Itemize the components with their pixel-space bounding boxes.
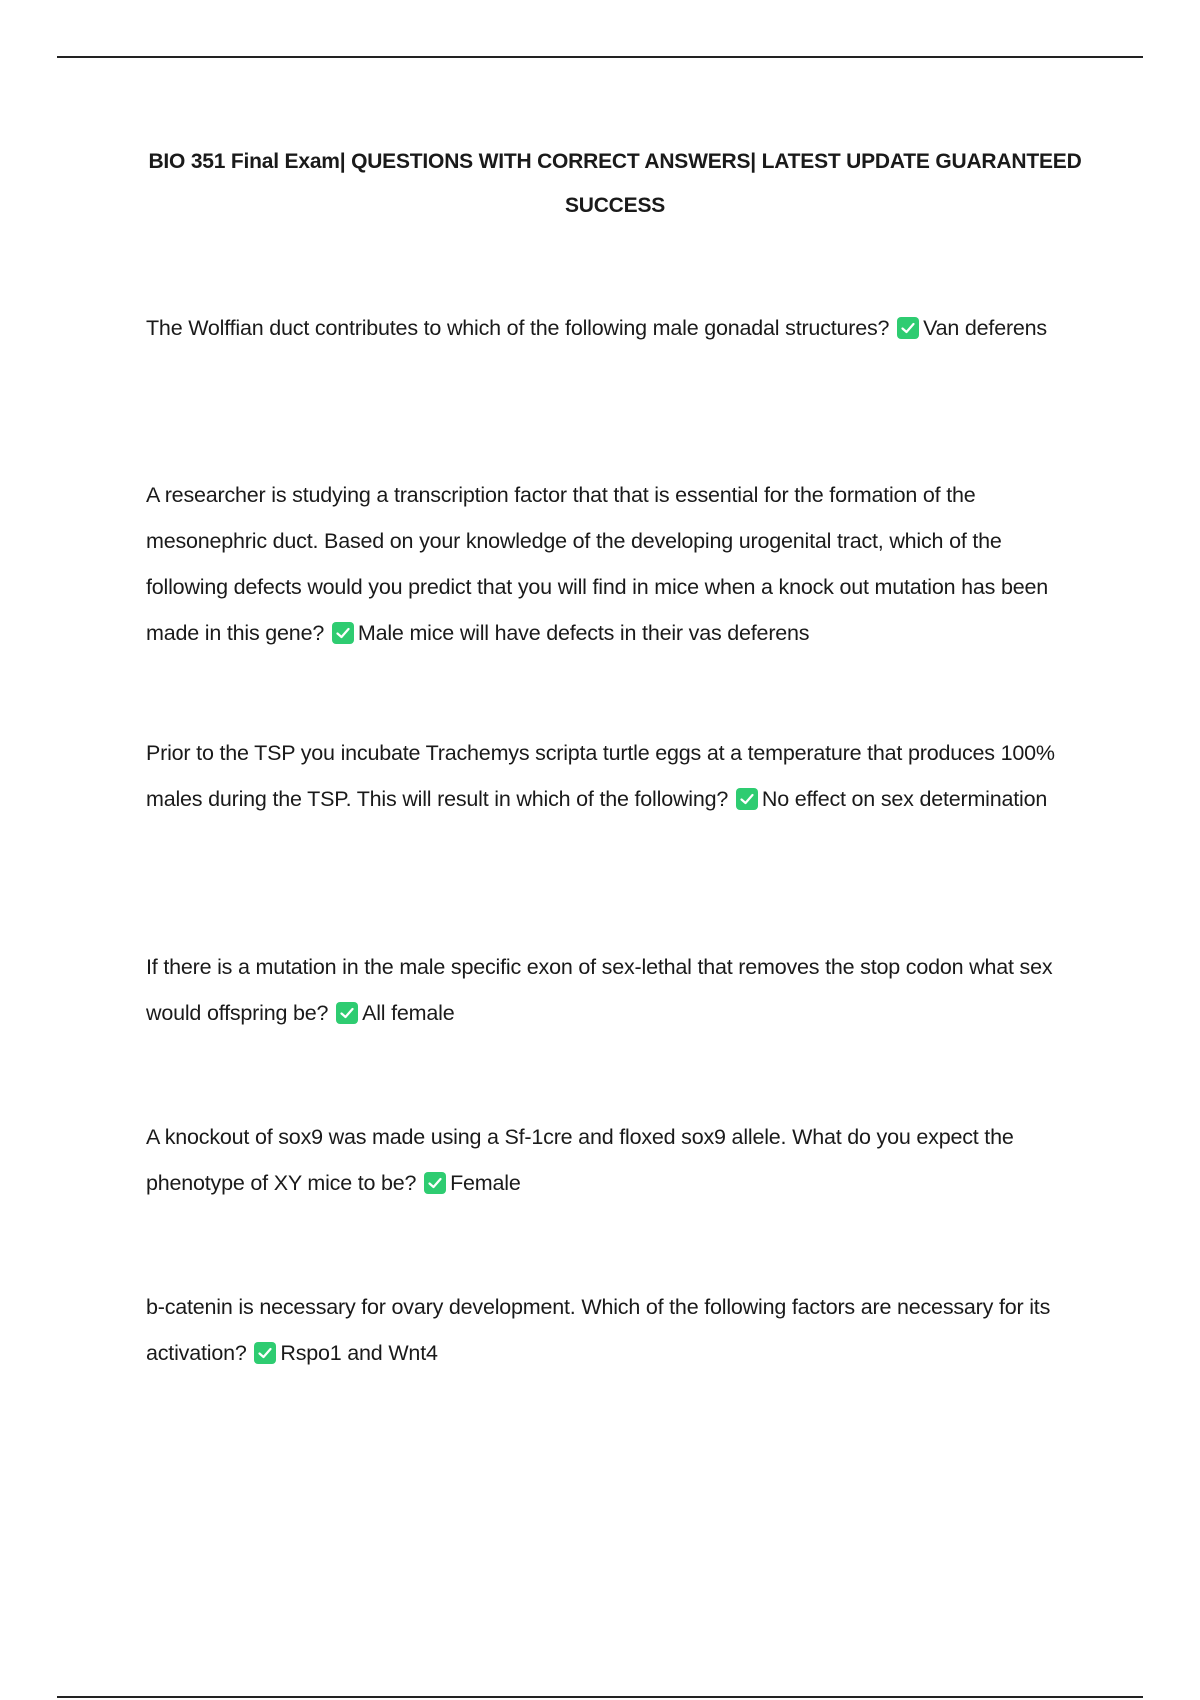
answer-text: Female bbox=[450, 1171, 521, 1195]
answer-text: Van deferens bbox=[923, 316, 1047, 340]
question-text: b-catenin is necessary for ovary development. Which of the following factors are necessary for its activation? bbox=[146, 1295, 1051, 1365]
qa-item-5 bbox=[146, 1114, 1086, 1206]
answer-text: All female bbox=[362, 1001, 455, 1025]
document-title: BIO 351 Final Exam| QUESTIONS WITH CORRECT ANSWERS| LATEST UPDATE GUARANTEED SUCCESS bbox=[148, 150, 1082, 217]
answer-text: No effect on sex determination bbox=[761, 787, 1048, 811]
qa-item-2 bbox=[146, 472, 1086, 656]
qa-item-3 bbox=[146, 730, 1086, 822]
check-mark-icon bbox=[897, 317, 919, 339]
question-text: A researcher is studying a transcription factor that that is essential for the formation of the mesonephric duct. Based on your knowledge of the developing urogenital tract, which of the following defects would you predict that you will find in mice when a knock out mutation has been made in this gene? bbox=[146, 483, 1049, 645]
answer-text: Rspo1 and Wnt4 bbox=[280, 1341, 438, 1365]
check-mark-icon bbox=[336, 1002, 358, 1024]
top-rule bbox=[57, 56, 1143, 58]
check-mark-icon bbox=[424, 1172, 446, 1194]
check-mark-icon bbox=[332, 622, 354, 644]
question-text: The Wolffian duct contributes to which of the following male gonadal structures? bbox=[146, 316, 890, 340]
question-text: Prior to the TSP you incubate Trachemys scripta turtle eggs at a temperature that produces 100% males during the TSP. This will result in which of the following? bbox=[146, 741, 1055, 811]
check-mark-icon bbox=[736, 788, 758, 810]
bottom-rule bbox=[57, 1696, 1143, 1698]
qa-item-4 bbox=[146, 944, 1086, 1036]
check-mark-icon bbox=[254, 1342, 276, 1364]
question-text: If there is a mutation in the male specific exon of sex-lethal that removes the stop codon what sex would offspring be? bbox=[146, 955, 1053, 1025]
question-text: A knockout of sox9 was made using a Sf-1cre and floxed sox9 allele. What do you expect the phenotype of XY mice to be? bbox=[146, 1125, 1014, 1195]
answer-text: Male mice will have defects in their vas deferens bbox=[357, 621, 810, 645]
qa-item-1 bbox=[146, 305, 1086, 351]
qa-item-6 bbox=[146, 1284, 1086, 1376]
